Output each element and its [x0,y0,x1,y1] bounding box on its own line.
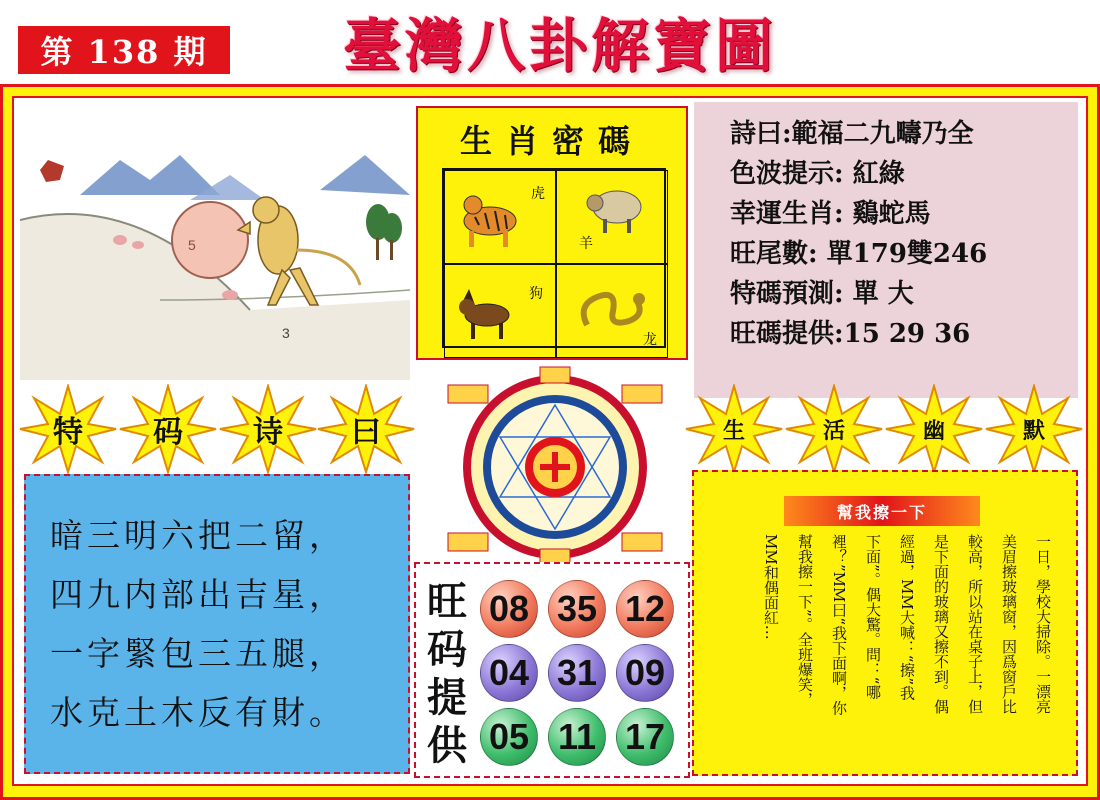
monkey-ball-illustration [20,100,410,380]
number-ball: 31 [548,644,606,702]
joke-column: 裡？”MM曰“我下面啊，你 [830,534,848,716]
number-ball: 17 [616,708,674,766]
number-ball: 35 [548,580,606,638]
zodiac-label-dog: 狗 [529,286,543,302]
star-text: 幽 [922,417,945,444]
svg-text:5: 5 [188,237,196,253]
joke-column: MM和偶面紅… [762,534,780,640]
poem-line: 一字緊包三五腿， [50,634,346,673]
svg-text:3: 3 [282,325,290,341]
number-ball: 04 [480,644,538,702]
joke-column: 一日，學校大掃除。一漂亮 [1034,534,1052,714]
zodiac-label-dragon: 龙 [643,332,657,348]
poem-line: 四九内部出吉星， [50,575,346,614]
star-text: 曰 [351,415,381,450]
life-humor-box [692,470,1078,776]
zodiac-label-tiger: 虎 [531,186,545,202]
hot-numbers-box [414,562,690,778]
joke-text [754,534,1060,770]
star-text: 默 [1022,417,1045,444]
issue-number-badge: 第 138 期 [18,26,230,74]
joke-column: 較高，所以站在桌子上，但 [966,534,984,714]
star-text: 活 [822,417,845,444]
number-ball: 09 [616,644,674,702]
joke-column: 美眉擦玻璃窗，因爲窗戶比 [1000,534,1018,714]
bagua-wheel-icon [440,365,670,565]
zodiac-cell-sheep [556,170,668,264]
star-badge [316,384,416,474]
star-text: 诗 [253,415,283,450]
number-ball: 08 [480,580,538,638]
star-badge [218,384,318,474]
number-ball: 05 [480,708,538,766]
star-text: 码 [153,415,183,450]
number-ball: 11 [548,708,606,766]
star-text: 生 [722,417,745,444]
info-lucky-zodiac: 幸運生肖: 鷄蛇馬 [730,199,931,229]
star-badge [684,384,784,474]
joke-column: 幫我擦一下”。全班爆笑， [796,534,814,707]
zodiac-title: 生肖密碼 [459,122,644,160]
info-special-prediction: 特碼預測: 單 大 [730,279,914,309]
poem-line: 暗三明六把二留， [50,516,346,555]
zodiac-grid [442,168,666,348]
zodiac-code-box [416,106,688,360]
info-tail-numbers: 旺尾數: 單179雙246 [730,239,988,269]
hot-numbers-label: 旺码提供 [427,578,467,769]
joke-column: 經過，MM大喊：“擦”我 [898,534,916,701]
joke-column: 是下面的玻璃又擦不到。偶 [932,534,950,714]
star-badge [784,384,884,474]
star-badge [884,384,984,474]
info-hot-numbers: 旺碼提供:15 29 36 [730,319,971,349]
poem-line: 水克土木反有財。 [50,693,346,732]
zodiac-label-sheep: 羊 [579,236,593,252]
star-badge [118,384,218,474]
page-title: 臺灣八卦解寶圖 [342,12,777,80]
joke-column: 下面”。偶大驚。問：“哪 [864,534,882,700]
info-poem-line: 詩曰:範福二九疇乃全 [730,119,974,149]
star-badge [18,384,118,474]
special-code-poem [24,474,410,774]
dog-icon [445,265,555,353]
joke-title: 幫我擦一下 [784,496,980,526]
zodiac-cell-dragon [556,264,668,358]
zodiac-cell-tiger [444,170,556,264]
star-text: 特 [53,415,83,450]
sheep-icon [557,171,667,259]
number-ball: 12 [616,580,674,638]
prediction-info-panel [694,102,1078,398]
star-badge [984,384,1084,474]
zodiac-cell-dog [444,264,556,358]
info-color-hint: 色波提示: 紅綠 [730,159,905,189]
